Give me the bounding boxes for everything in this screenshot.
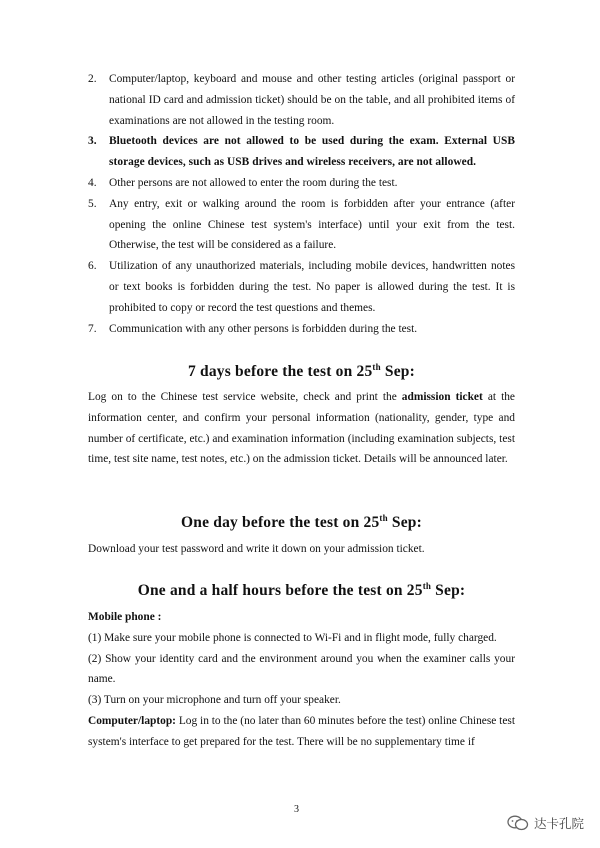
rule-text: Utilization of any unauthorized materials, including mobile devices, handwritten notes or text books is forbidden during the test. No paper is allowed during the test. It is prohibited to copy or record the test questions and themes. [109,260,515,314]
rule-number: 4. [88,176,97,189]
admission-ticket-emphasis: admission ticket [401,391,483,403]
rule-number: 7. [88,322,97,335]
rule-number: 3. [88,135,97,148]
mobile-instruction: (1) Make sure your mobile phone is connected to Wi-Fi and in flight mode, fully charged. [88,631,497,644]
rule-text: Communication with any other persons is forbidden during the test. [109,322,418,335]
section-body-one-day: Download your test password and write it down on your admission ticket. [88,543,425,555]
section-body-one-half-hours [88,607,515,753]
section-heading-one-day: One day before the test on 25th Sep: [181,512,422,531]
rule-item [88,319,515,340]
rule-number: 2. [88,73,97,85]
rules-list [88,69,515,339]
rule-item [88,256,515,318]
mobile-phone-label: Mobile phone : [88,611,162,623]
rule-number: 5. [88,197,97,210]
computer-laptop-label: Computer/laptop: [88,714,176,727]
mobile-instruction: (2) Show your identity card and the environment around you when the examiner calls your name. [88,652,515,686]
rule-text: Computer/laptop, keyboard and mouse and other testing articles (original passport or national ID card and admission ticket) should be on the table, and all prohibited items of examinations are not allowed in the testing room. [109,73,515,127]
rule-number: 6. [88,260,97,273]
section-heading-7-days: 7 days before the test on 25th Sep: [188,361,415,380]
rule-item [88,173,515,194]
section-heading-one-half-hours: One and a half hours before the test on 25th Sep: [137,580,466,599]
mobile-instruction: (3) Turn on your microphone and turn off your speaker. [88,694,341,707]
rule-item [88,194,515,256]
section-body-7-days: Log on to the Chinese test service website, check and print the admission ticket at the information center, and confirm your personal information (nationality, gender, type and number of certificate, etc.) and examination information (including examination subjects, test time, test site name, test notes, etc.) on the admission ticket. Details will be announced later. [88,391,515,466]
wechat-channel-icon [507,815,529,831]
page-number: 3 [294,804,299,815]
rule-text: Other persons are not allowed to enter the room during the test. [109,176,398,189]
watermark [507,814,584,832]
watermark-text: 达卡孔院 [533,816,584,831]
rule-item [88,69,515,131]
computer-instruction: Computer/laptop: Log in to the (no later than 60 minutes before the test) online Chinese test system's interface to get prepared for the test. There will be no supplementary time if [88,714,515,748]
rule-text: Any entry, exit or walking around the room is forbidden after your entrance (after opening the online Chinese test system's interface) until your exit from the test. Otherwise, the test will be considered as a failure. [109,197,515,252]
rule-item [88,131,515,173]
rule-text: Bluetooth devices are not allowed to be used during the exam. External USB storage devices, such as USB drives and wireless receivers, are not allowed. [109,135,515,169]
